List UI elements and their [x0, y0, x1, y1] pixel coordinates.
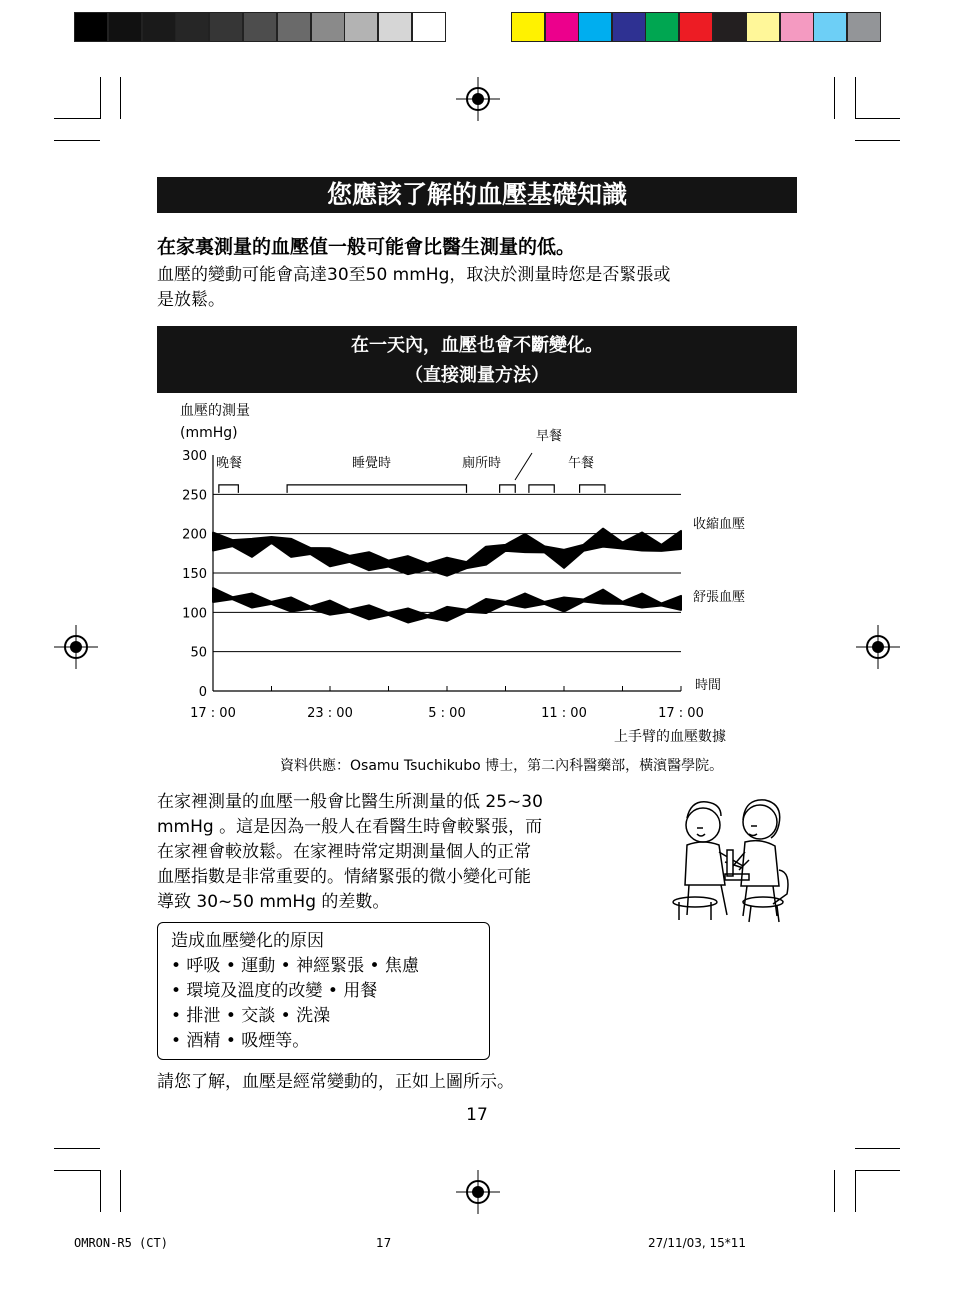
intro-paragraph: [157, 263, 670, 313]
y-tick-label: 0: [198, 685, 207, 700]
gray-swatch: [142, 12, 176, 42]
chart-banner-line2: （直接測量方法）: [405, 365, 549, 386]
color-swatch: [847, 12, 881, 42]
blood-pressure-chart: [170, 415, 790, 735]
causes-line: • 排泄 • 交談 • 洗澡: [171, 1006, 331, 1026]
color-swatch: [511, 12, 545, 42]
chart-yunit: (mmHg): [180, 425, 238, 441]
gray-swatch: [175, 12, 209, 42]
causes-box: [157, 922, 490, 1060]
gray-swatch: [277, 12, 311, 42]
x-tick-label: 17 : 00: [658, 706, 704, 721]
closing-sentence: 請您了解，血壓是經常變動的，正如上圖所示。: [157, 1072, 514, 1092]
registration-mark-bottom: [456, 1170, 500, 1214]
color-swatch: [645, 12, 679, 42]
body-line: 在家裡會較放鬆。在家裡時常定期測量個人的正常: [157, 842, 531, 862]
x-tick-label: 17 : 00: [190, 706, 236, 721]
event-bracket: [219, 485, 239, 493]
y-tick-label: 150: [182, 567, 207, 582]
causes-line: • 酒精 • 吸煙等。: [171, 1031, 310, 1051]
registration-mark-right: [856, 625, 900, 669]
footer-center: 17: [376, 1236, 392, 1250]
color-swatch: [545, 12, 579, 42]
systolic-series: [213, 529, 681, 576]
causes-line: • 環境及溫度的改變 • 用餐: [171, 981, 378, 1001]
color-swatch: [578, 12, 612, 42]
systolic-label: 收縮血壓: [693, 516, 746, 532]
color-swatch: [713, 12, 747, 42]
chart-note: 上手臂的血壓數據: [614, 729, 726, 745]
page-title: 您應該了解的血壓基礎知識: [157, 177, 797, 213]
body-line: 在家裡測量的血壓一般會比醫生所測量的低 25~30: [157, 792, 543, 812]
event-label: 睡覺時: [352, 456, 392, 471]
y-tick-label: 50: [190, 645, 207, 661]
gray-swatch: [344, 12, 378, 42]
color-swatch: [746, 12, 780, 42]
event-bracket: [529, 485, 554, 493]
x-tick-label: 11 : 00: [541, 706, 587, 721]
event-bracket: [580, 485, 605, 493]
registration-mark-top: [456, 77, 500, 121]
chart-banner: [157, 326, 797, 393]
body-line: 血壓指數是非常重要的。情緒緊張的微小變化可能: [157, 867, 531, 887]
footer-right: 27/11/03, 15*11: [648, 1236, 747, 1250]
y-tick-label: 200: [182, 527, 207, 543]
event-label: 晚餐: [216, 456, 243, 471]
gray-swatch: [209, 12, 243, 42]
x-axis-label: 時間: [695, 678, 722, 693]
y-tick-label: 300: [182, 449, 207, 464]
gray-swatch: [378, 12, 412, 42]
doctor-patient-illustration: [665, 790, 797, 925]
page-number: 17: [466, 1105, 488, 1125]
gray-swatch: [74, 12, 108, 42]
event-bracket: [500, 485, 516, 493]
causes-title: 造成血壓變化的原因: [171, 931, 324, 951]
causes-line: • 呼吸 • 運動 • 神經緊張 • 焦慮: [171, 956, 419, 976]
chart-banner-line1: 在一天內，血壓也會不斷變化。: [351, 335, 603, 356]
section-heading: 在家裏測量的血壓值一般可能會比醫生測量的低。: [157, 236, 576, 258]
body-paragraph: [157, 790, 543, 915]
color-swatch: [780, 12, 814, 42]
diastolic-label: 舒張血壓: [693, 589, 746, 605]
x-tick-label: 5 : 00: [428, 706, 466, 721]
event-bracket: [287, 485, 466, 493]
registration-mark-left: [54, 625, 98, 669]
y-tick-label: 100: [182, 606, 207, 622]
source-credit: 資料供應：Osamu Tsuchikubo 博士，第二內科醫藥部，橫濱醫學院。: [280, 758, 724, 774]
color-swatch: [679, 12, 713, 42]
gray-swatch: [412, 12, 446, 42]
event-label: 早餐: [536, 429, 563, 444]
y-tick-label: 250: [182, 488, 207, 504]
gray-swatch: [243, 12, 277, 42]
body-line: 導致 30~50 mmHg 的差數。: [157, 892, 390, 912]
intro-line: 是放鬆。: [157, 290, 225, 310]
event-label: 午餐: [568, 456, 595, 471]
footer-left: OMRON-R5 (CT): [74, 1236, 168, 1250]
chart-ylabel-text: 血壓的測量: [180, 403, 250, 419]
gray-swatch: [108, 12, 142, 42]
body-line: mmHg 。這是因為一般人在看醫生時會較緊張，而: [157, 817, 543, 837]
breakfast-pointer: [515, 453, 532, 480]
intro-line: 血壓的變動可能會高達30至50 mmHg，取決於測量時您是否緊張或: [157, 265, 671, 285]
color-swatch: [813, 12, 847, 42]
diastolic-series: [213, 588, 681, 622]
gray-swatch: [311, 12, 345, 42]
color-swatch: [612, 12, 646, 42]
x-tick-label: 23 : 00: [307, 706, 353, 721]
event-label: 廁所時: [462, 456, 502, 471]
